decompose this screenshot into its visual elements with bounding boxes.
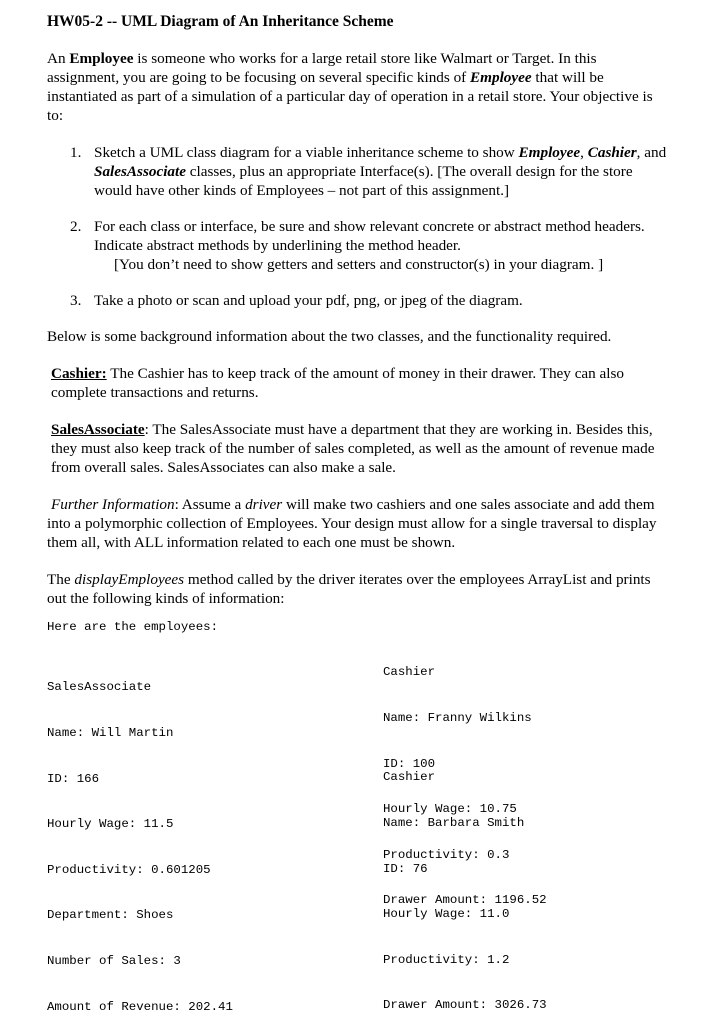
output-line: Hourly Wage: 11.0	[383, 907, 510, 922]
output-line: Productivity: 1.2	[383, 952, 510, 967]
task-list	[47, 143, 667, 310]
output-line: Hourly Wage: 10.75	[383, 802, 517, 817]
output-line: SalesAssociate	[47, 680, 152, 695]
cashier-output-2	[383, 740, 547, 1029]
output-line: Productivity: 0.3	[383, 847, 510, 862]
salesassociate-label: SalesAssociate	[51, 421, 145, 438]
further-information: Further Information: Assume a driver will make two cashiers and one sales associate and add them into a polymorphic collection of Employees. Your design must allow for a single traversal to display them all, with ALL information related to each one must be shown.	[47, 496, 657, 551]
output-line: ID: 100	[383, 756, 436, 771]
background-paragraph: Below is some background information about the two classes, and the functionality required.	[47, 328, 612, 345]
output-line: Hourly Wage: 11.5	[47, 817, 174, 832]
display-paragraph: The displayEmployees method called by the driver iterates over the employees ArrayList and prints out the following kinds of information:	[47, 571, 651, 607]
output-line: Name: Barbara Smith	[383, 816, 525, 831]
employee-term-italic: Employee	[470, 69, 532, 86]
cashier-label: Cashier:	[51, 365, 107, 382]
output-line: ID: 166	[47, 771, 100, 786]
sales-associate-output	[47, 650, 233, 1030]
output-line: ID: 76	[383, 861, 428, 876]
cashier-section: Cashier: The Cashier has to keep track of the amount of money in their drawer. They can also complete transactions and returns.	[51, 365, 625, 401]
output-line: Department: Shoes	[47, 908, 174, 923]
output-line: Cashier	[383, 665, 436, 680]
list-item: 3. Take a photo or scan and upload your pdf, png, or jpeg of the diagram.	[70, 292, 523, 309]
output-line: Amount of Revenue: 202.41	[47, 999, 233, 1014]
list-item: 1. Sketch a UML class diagram for a viable inheritance scheme to show Employee, Cashier, and SalesAssociate classes, plus an appropriate Interface(s). [The overall design for the store would have other kinds of Employees – not part of this assignment.]	[70, 144, 667, 199]
list-item: 2. For each class or interface, be sure and show relevant concrete or abstract method headers. Indicate abstract methods by underlining the method header. [You don’t need to show getters and setters and constructor(s) in your diagram. ]	[70, 218, 645, 273]
output-line: Name: Franny Wilkins	[383, 711, 532, 726]
output-line: Productivity: 0.601205	[47, 862, 211, 877]
document	[47, 12, 667, 608]
output-line: Number of Sales: 3	[47, 954, 181, 969]
intro-paragraph: An Employee is someone who works for a large retail store like Walmart or Target. In this assignment, you are going to be focusing on several specific kinds of Employee that will be instantiated as part of a simulation of a particular day of operation in a retail store. Your objective is to:	[47, 50, 653, 124]
output-line: Drawer Amount: 3026.73	[383, 998, 547, 1013]
employee-term: Employee	[69, 50, 134, 67]
output-header: Here are the employees:	[47, 620, 219, 634]
page-title: HW05-2 -- UML Diagram of An Inheritance Scheme	[47, 13, 394, 30]
output-line: Cashier	[383, 770, 436, 785]
output-line: Name: Will Martin	[47, 726, 174, 741]
salesassociate-section: SalesAssociate: The SalesAssociate must have a department that they are working in. Besides this, they must also keep track of the number of sales completed, as well as the amount of revenue made from overall sales. SalesAssociates can also make a sale.	[51, 421, 655, 476]
output-line: Drawer Amount: 1196.52	[383, 893, 547, 908]
